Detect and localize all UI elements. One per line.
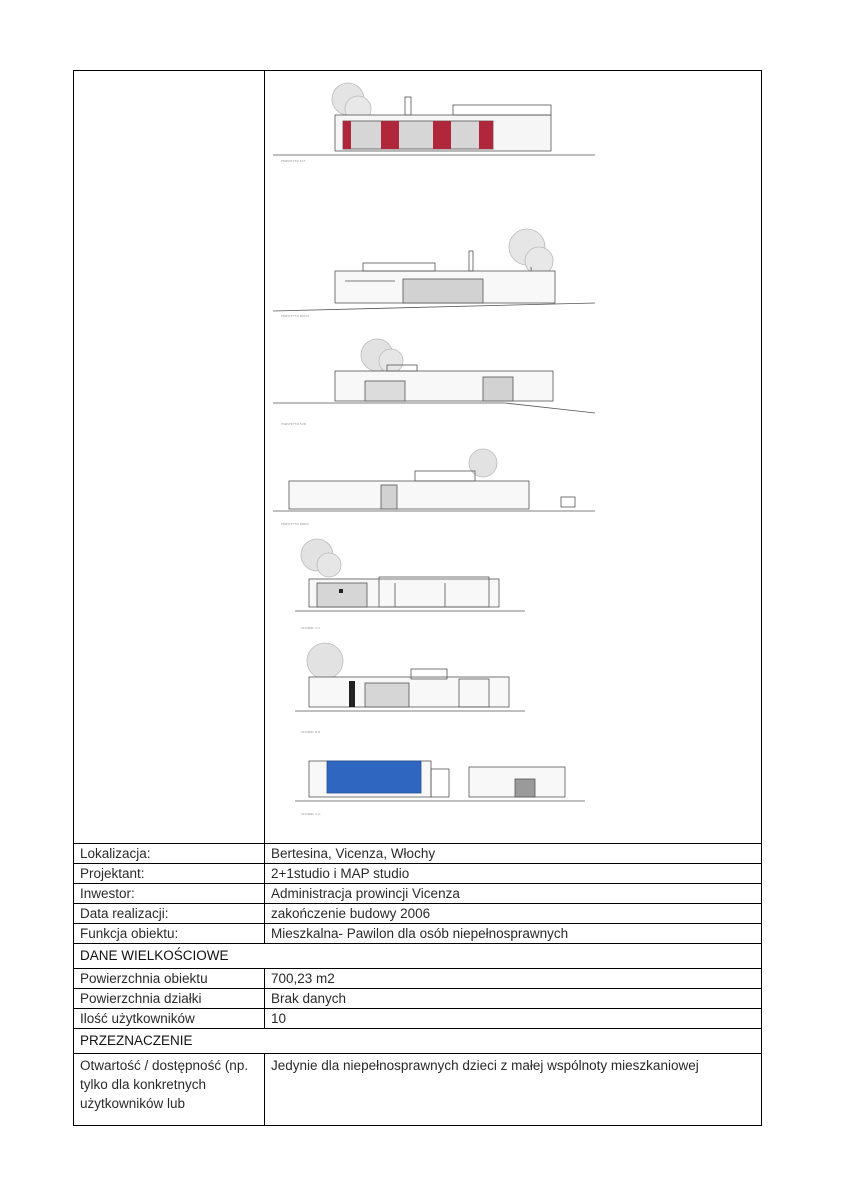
elevation-south xyxy=(273,339,595,413)
label-lokalizacja: Lokalizacja: xyxy=(74,844,265,864)
caption-7: SEZIONE C-C xyxy=(301,812,321,816)
label-data-realizacji: Data realizacji: xyxy=(74,904,265,924)
value-lokalizacja: Bertesina, Vicenza, Włochy xyxy=(265,844,762,864)
elevation-east xyxy=(273,83,595,155)
value-powierzchnia-obiektu: 700,23 m2 xyxy=(265,969,762,989)
label-otwartosc: Otwartość / dostępność (np. tylko dla konkretnych użytkowników lub xyxy=(74,1054,265,1126)
caption-6: SEZIONE B-B xyxy=(301,730,321,734)
label-powierzchnia-dzialki: Powierzchnia działki xyxy=(74,989,265,1009)
label-funkcja-obiektu: Funkcja obiektu: xyxy=(74,924,265,944)
label-powierzchnia-obiektu: Powierzchnia obiektu xyxy=(74,969,265,989)
value-otwartosc: Jedynie dla niepełnosprawnych dzieci z małej wspólnoty mieszkaniowej xyxy=(265,1054,762,1126)
value-funkcja-obiektu: Mieszkalna- Pawilon dla osób niepełnosprawnych xyxy=(265,924,762,944)
label-projektant: Projektant: xyxy=(74,864,265,884)
section-c-c xyxy=(295,761,585,801)
value-powierzchnia-dzialki: Brak danych xyxy=(265,989,762,1009)
value-inwestor: Administracja prowincji Vicenza xyxy=(265,884,762,904)
project-table xyxy=(73,70,762,1126)
section-heading-dane: DANE WIELKOŚCIOWE xyxy=(74,944,762,969)
section-a-a xyxy=(295,539,525,611)
caption-4: PROSPETTO NORD xyxy=(281,522,309,526)
document-sheet xyxy=(73,70,762,1126)
empty-cell xyxy=(74,71,265,844)
caption-3: PROSPETTO SUD xyxy=(281,422,307,426)
section-b-b xyxy=(295,643,525,711)
section-heading-przeznaczenie: PRZEZNACZENIE xyxy=(74,1029,762,1054)
caption-1: PROSPETTO EST xyxy=(281,159,306,163)
label-inwestor: Inwestor: xyxy=(74,884,265,904)
elevation-north xyxy=(273,449,595,511)
drawings-cell xyxy=(265,71,762,844)
value-projektant: 2+1studio i MAP studio xyxy=(265,864,762,884)
elevation-west xyxy=(273,229,595,311)
elevation-drawings xyxy=(265,71,751,843)
label-ilosc-uzytkownikow: Ilość użytkowników xyxy=(74,1009,265,1029)
caption-5: SEZIONE A-A xyxy=(301,626,321,630)
value-data-realizacji: zakończenie budowy 2006 xyxy=(265,904,762,924)
caption-2: PROSPETTO OVEST xyxy=(281,314,310,318)
value-ilosc-uzytkownikow: 10 xyxy=(265,1009,762,1029)
